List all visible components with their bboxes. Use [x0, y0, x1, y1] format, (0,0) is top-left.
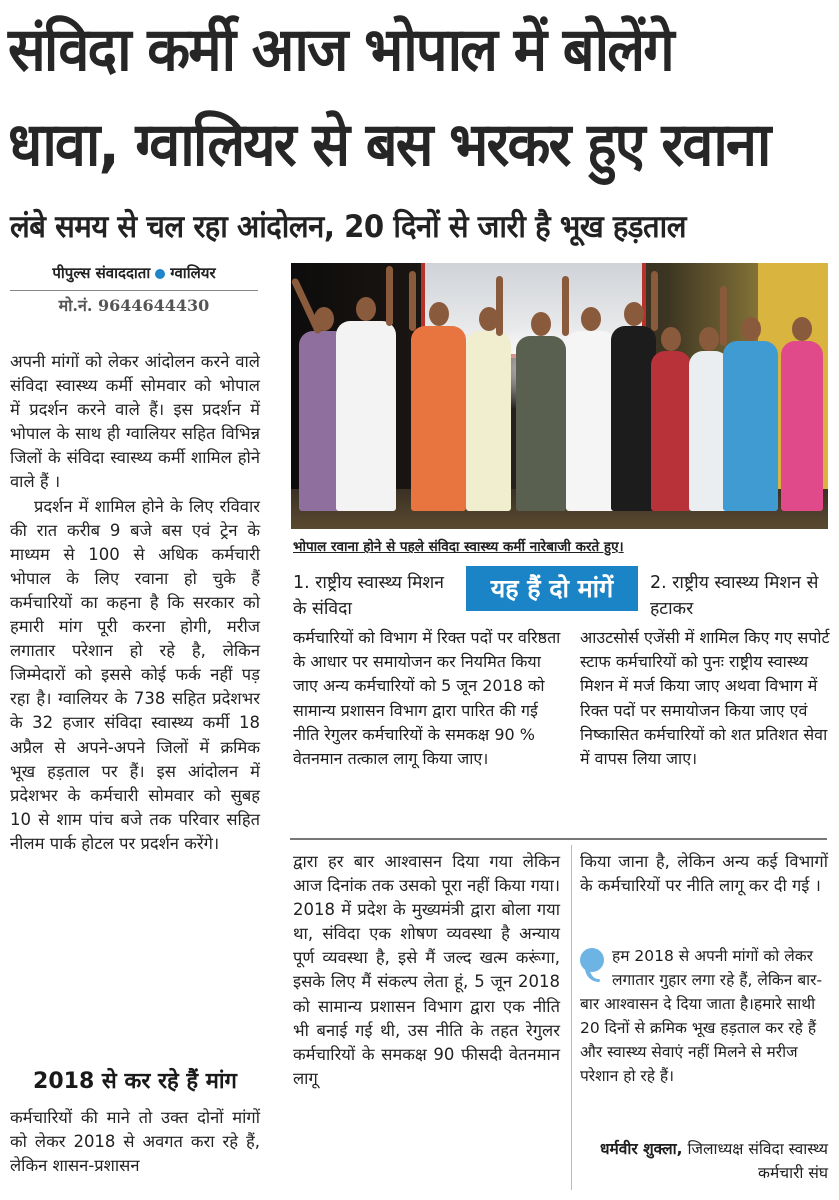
- article-column-2: [293, 850, 560, 1091]
- news-photo: [291, 263, 828, 529]
- bullet-dot-icon: [155, 269, 165, 279]
- headline-line-1: संविदा कर्मी आज भोपाल में बोलेंगे: [8, 15, 673, 85]
- paragraph-1: अपनी मांगों को लेकर आंदोलन करने वाले संविदा स्वास्थ्य कर्मी सोमवार को भोपाल में प्रदर्शन करने वाले हैं। इस प्रदर्शन में भोपाल के साथ ही ग्वालियर सहित विभिन्न जिलों के संविदा स्वास्थ्य कर्मी शामिल होने वाले हैं ।: [10, 352, 260, 492]
- person-figure: [723, 341, 778, 511]
- article-column-1-continued: [10, 1106, 260, 1178]
- headline-line-2: धावा, ग्वालियर से बस भरकर हुए रवाना: [8, 110, 770, 180]
- person-figure: [516, 336, 566, 511]
- column-divider: [571, 845, 572, 1190]
- article-column-1: [10, 350, 260, 856]
- demands-divider: [290, 838, 827, 840]
- column-2-text: द्वारा हर बार आश्वासन दिया गया लेकिन आज दिनांक तक उसको पूरा नहीं किया गया। 2018 में प्रदेश के मुख्यमंत्री द्वारा बोला गया था, संविदा एक शोषण व्यवस्था है अन्याय पूर्ण व्यवस्था है, इसे मैं जल्द खत्म करूंगा, इसके लिए मैं संकल्प लेता हूं, 5 जून 2018 को सामान्य प्रशासन विभाग द्वारा एक नीति भी बनाई गई थी, उस नीति के तहत रेगुलर कर्मचारियों के समकक्ष 90 फीसदी वेतनमान लागू: [293, 852, 560, 1088]
- quote-attribution: [580, 1137, 828, 1185]
- quote-author-title: जिलाध्यक्ष संविदा स्वास्थ्य कर्मचारी संघ: [687, 1140, 828, 1182]
- person-figure: [651, 351, 691, 511]
- pull-quote: [580, 944, 830, 1089]
- paragraph-2: प्रदर्शन में शामिल होने के लिए रविवार की रात करीब 9 बजे बस एवं ट्रेन के माध्यम से 100 से अधिक कर्मचारी भोपाल के लिए रवाना हो चुके हैं कर्मचारियों का कहना है कि सरकार को हमारी मांग पूरी करना होगी, मरीज लगातार परेशान हो रहे है, लेकिन जिम्मेदारों को इससे कोई फर्क नहीं पड़ रहा है। ग्वालियर के 738 सहित प्रदेशभर के 32 हजार संविदा स्वास्थ्य कर्मी 18 अप्रैल से अपने-अपने जिलों में क्रमिक भूख हड़ताल पर हैं। इस आंदोलन में प्रदेशभर के कर्मचारी सोमवार को सुबह 10 से शाम पांच बजे तक परिवार सहित नीलम पार्क होटल पर प्रदर्शन करेंगे।: [10, 496, 260, 853]
- demand-2-body: आउटसोर्स एजेंसी में शामिल किए गए सपोर्ट स्टाफ कर्मचारियों को पुनः राष्ट्रीय स्वास्थ्य मिशन में मर्ज किया जाए अथवा विभाग में रिक्त पदों पर समायोजन किया जाए एवं निष्कासित कर्मचारियों को शत प्रतिशत सेवा में वापस लिया जाए।: [580, 628, 830, 769]
- subheadline: लंबे समय से चल रहा आंदोलन, 20 दिनों से जारी है भूख हड़ताल: [10, 209, 686, 245]
- photo-caption: भोपाल रवाना होने से पहले संविदा स्वास्थ्य कर्मी नारेबाजी करते हुए।: [293, 539, 624, 555]
- demand-1-body: कर्मचारियों को विभाग में रिक्त पदों पर वरिष्ठता के आधार पर समायोजन कर नियमित किया जाए अन्य कर्मचारियों को 5 जून 2018 को सामान्य प्रशासन विभाग द्वारा पारित की गई नीति रेगुलर कर्मचारियों के समकक्ष 90 % वेतनमान तत्काल लागू किया जाए।: [293, 628, 561, 769]
- pull-quote-text: हम 2018 से अपनी मांगों को लेकर लगातार गुहार लगा रहे हैं, लेकिन बार-बार आश्वासन दे दिया जाता है।हमारे साथी 20 दिनों से क्रमिक भूख हड़ताल कर रहे हैं और स्वास्थ्य सेवाएं नहीं मिलने से मरीज परेशान हो रहे हैं।: [580, 947, 823, 1086]
- person-figure: [336, 321, 396, 511]
- demands-badge: यह हैं दो मांगें: [466, 566, 638, 611]
- section-subheading: 2018 से कर रहे हैं मांग: [33, 1069, 237, 1094]
- byline-divider: [10, 290, 258, 291]
- person-figure: [566, 331, 616, 511]
- reporter-name: पीपुल्स संवाददाता: [52, 264, 151, 282]
- paragraph-3: कर्मचारियों की माने तो उक्त दोनों मांगों को लेकर 2018 से अवगत करा रहे हैं, लेकिन शासन-प्रशासन: [10, 1108, 260, 1176]
- column-3-text: किया जाना है, लेकिन अन्य कई विभागों के कर्मचारियों पर नीति लागू कर दी गई ।: [580, 852, 828, 896]
- demand-1-heading: 1. राष्ट्रीय स्वास्थ्य मिशन के संविदा: [293, 573, 445, 619]
- article-column-3: [580, 850, 828, 898]
- person-figure: [411, 326, 466, 511]
- person-figure: [781, 341, 823, 511]
- demand-2-heading: 2. राष्ट्रीय स्वास्थ्य मिशन से हटाकर: [650, 573, 819, 619]
- person-figure: [611, 326, 656, 511]
- quote-icon: [580, 948, 606, 978]
- byline: [10, 262, 258, 284]
- reporter-phone: मो.नं. 9644644430: [58, 296, 210, 315]
- byline-city: ग्वालियर: [170, 264, 216, 282]
- person-figure: [466, 331, 511, 511]
- quote-author-name: धर्मवीर शुक्ला,: [599, 1140, 683, 1158]
